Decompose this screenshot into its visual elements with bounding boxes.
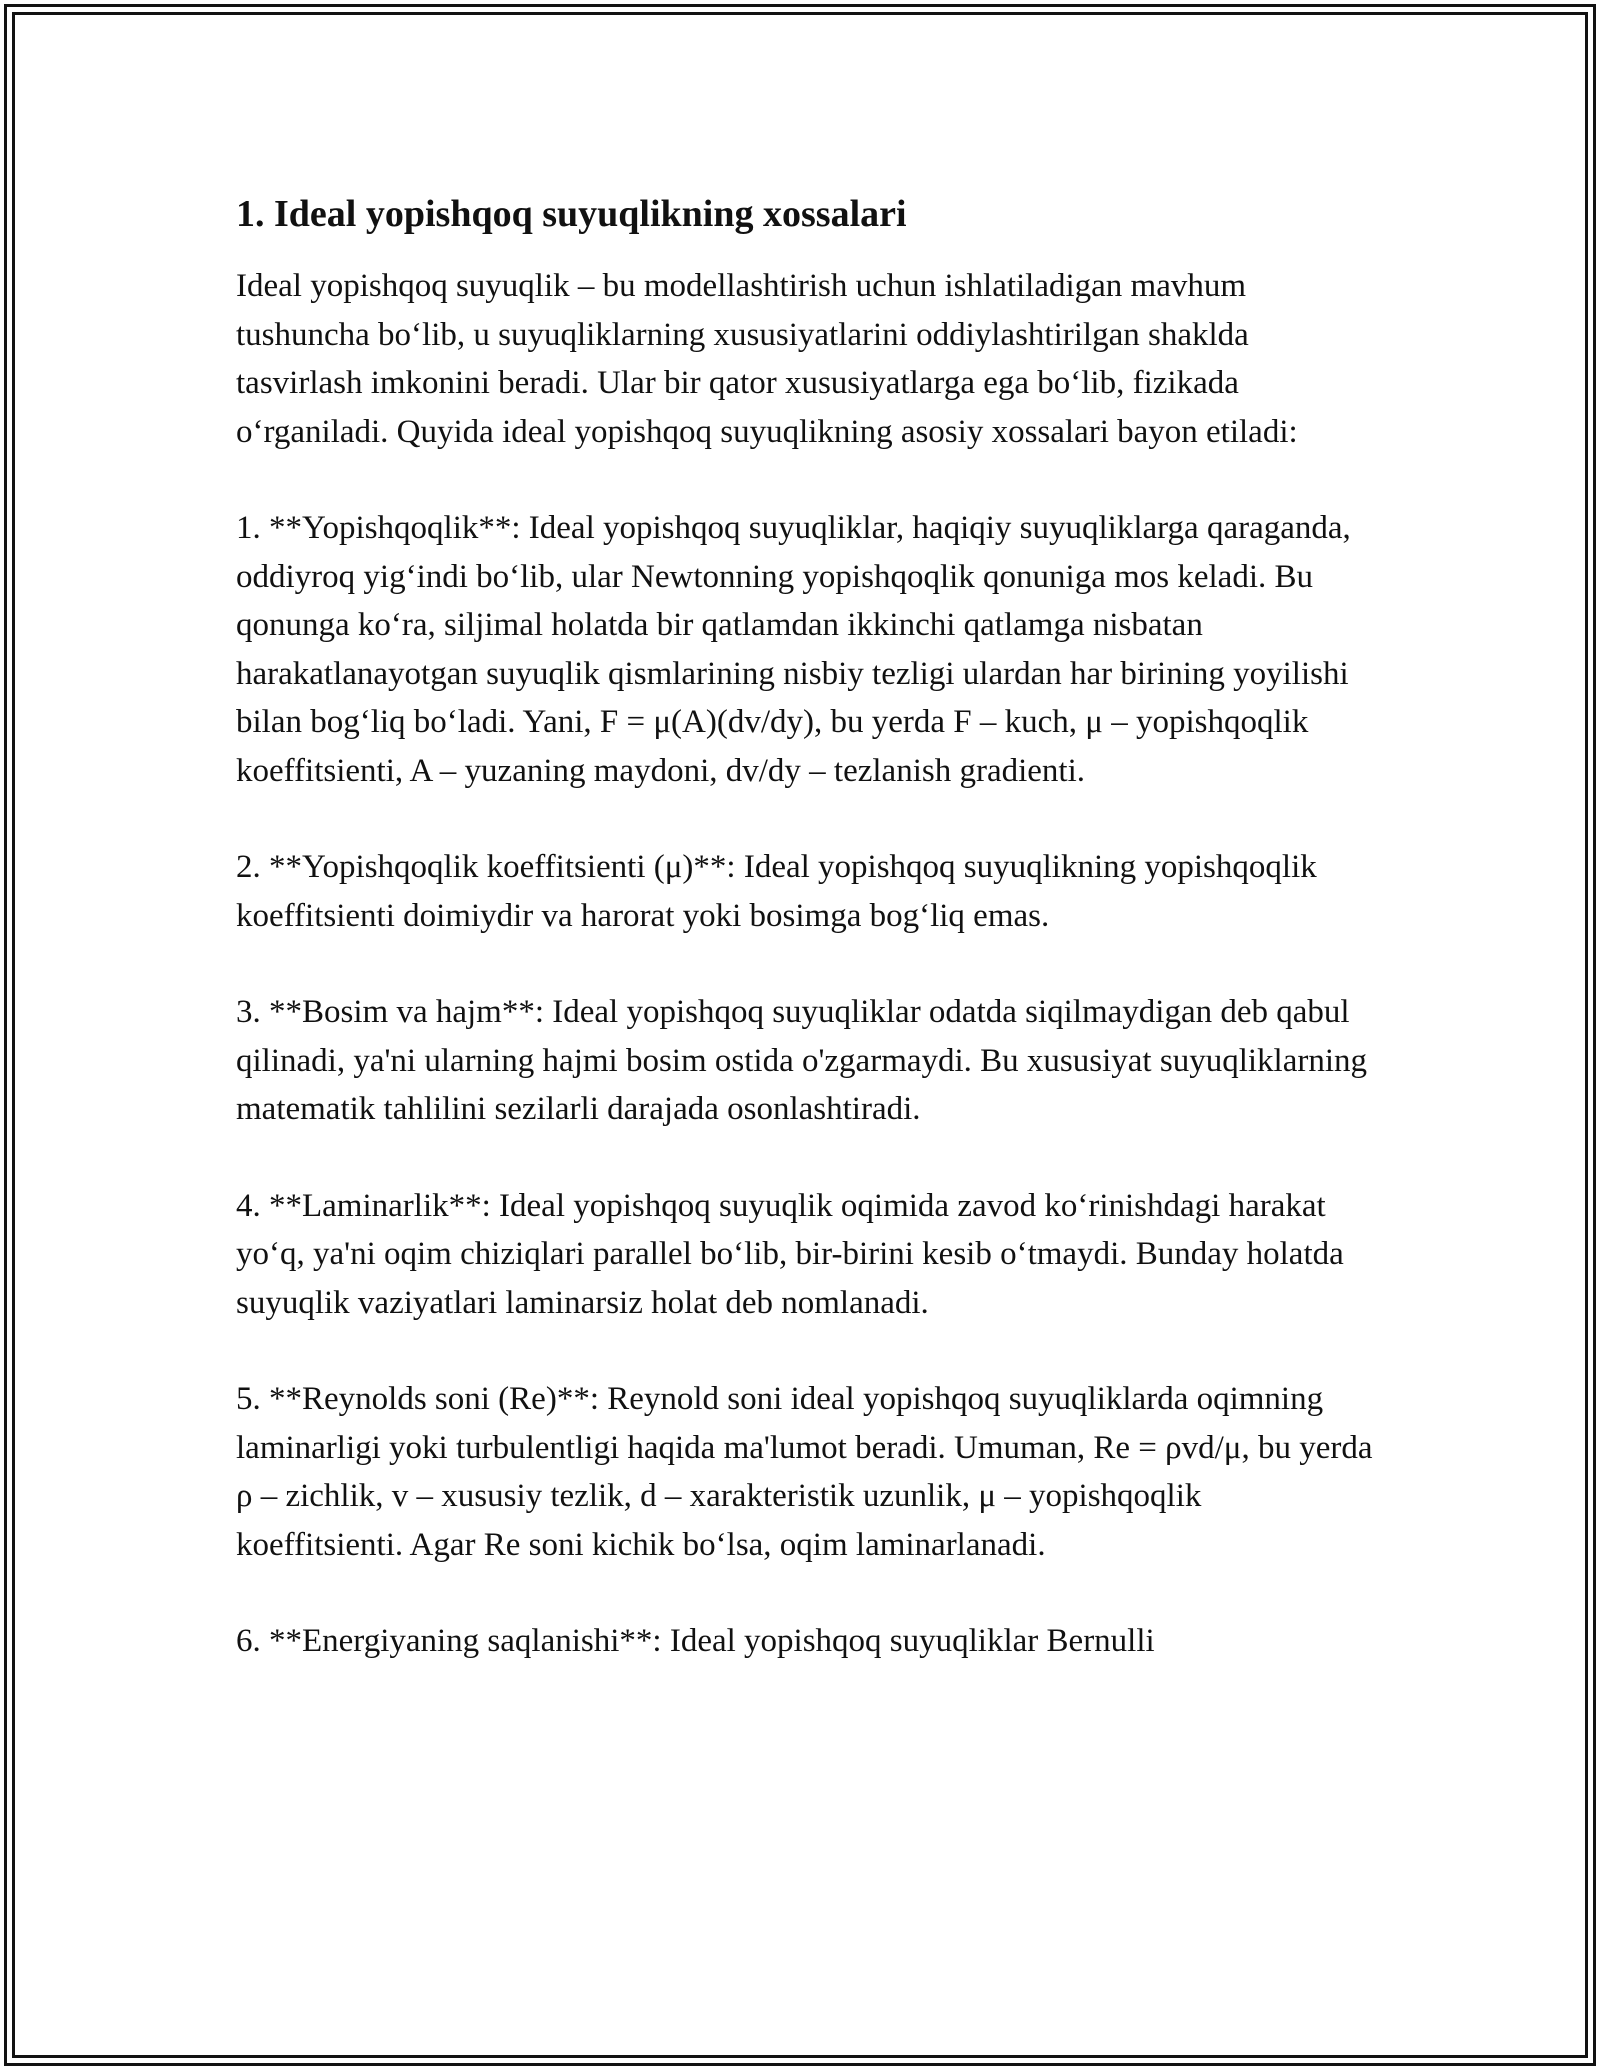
item-pressure-volume: 3. **Bosim va hajm**: Ideal yopishqoq suyuqliklar odatda siqilmaydigan deb qabul qilinadi, ya'ni ularning hajmi bosim ostida o'zgarmaydi. Bu xususiyat suyuqliklarning matematik tahlilini sezilarli darajada osonlashtiradi. bbox=[236, 994, 1368, 1127]
document-body bbox=[236, 186, 1376, 1714]
item-viscosity-coefficient: 2. **Yopishqoqlik koeffitsienti (μ)**: Ideal yopishqoq suyuqlikning yopishqoqlik koeffitsienti doimiydir va harorat yoki bosimga bog‘liq emas. bbox=[236, 849, 1317, 934]
item-reynolds-number: 5. **Reynolds soni (Re)**: Reynold soni ideal yopishqoq suyuqliklarda oqimning laminarligi yoki turbulentligi haqida ma'lumot beradi. Umuman, Re = ρvd/μ, bu yerda ρ – zichlik, v – xususiy tezlik, d – xarakteristik uzunlik, μ – yopishqoqlik koeffitsienti. Agar Re soni kichik bo‘lsa, oqim laminarlanadi. bbox=[236, 1381, 1373, 1563]
item-viscosity: 1. **Yopishqoqlik**: Ideal yopishqoq suyuqliklar, haqiqiy suyuqliklarga qaraganda, oddiyroq yig‘indi bo‘lib, ular Newtonning yopishqoqlik qonuniga mos keladi. Bu qonunga ko‘ra, siljimal holatda bir qatlamdan ikkinchi qatlamga nisbatan harakatlanayotgan suyuqlik qismlarining nisbiy tezligi ulardan har birining yoyilishi bilan bog‘liq bo‘ladi. Yani, F = μ(A)(dv/dy), bu yerda F – kuch, μ – yopishqoqlik koeffitsienti, A – yuzaning maydoni, dv/dy – tezlanish gradienti. bbox=[236, 510, 1351, 789]
item-energy-conservation: 6. **Energiyaning saqlanishi**: Ideal yopishqoq suyuqliklar Bernulli bbox=[236, 1623, 1155, 1659]
item-laminarity: 4. **Laminarlik**: Ideal yopishqoq suyuqlik oqimida zavod ko‘rinishdagi harakat yo‘q, ya'ni oqim chiziqlari parallel bo‘lib, bir-birini kesib o‘tmaydi. Bunday holatda suyuqlik vaziyatlari laminarsiz holat deb nomlanadi. bbox=[236, 1187, 1344, 1321]
section-heading: 1. Ideal yopishqoq suyuqlikning xossalari bbox=[236, 193, 907, 235]
intro-paragraph: Ideal yopishqoq suyuqlik – bu modellashtirish uchun ishlatiladigan mavhum tushuncha bo‘lib, u suyuqliklarning xususiyatlarini oddiylashtirilgan shaklda tasvirlash imkonini beradi. Ular bir qator xususiyatlarga ega bo‘lib, fizikada o‘rganiladi. Quyida ideal yopishqoq suyuqlikning asosiy xossalari bayon etiladi: bbox=[236, 268, 1298, 450]
